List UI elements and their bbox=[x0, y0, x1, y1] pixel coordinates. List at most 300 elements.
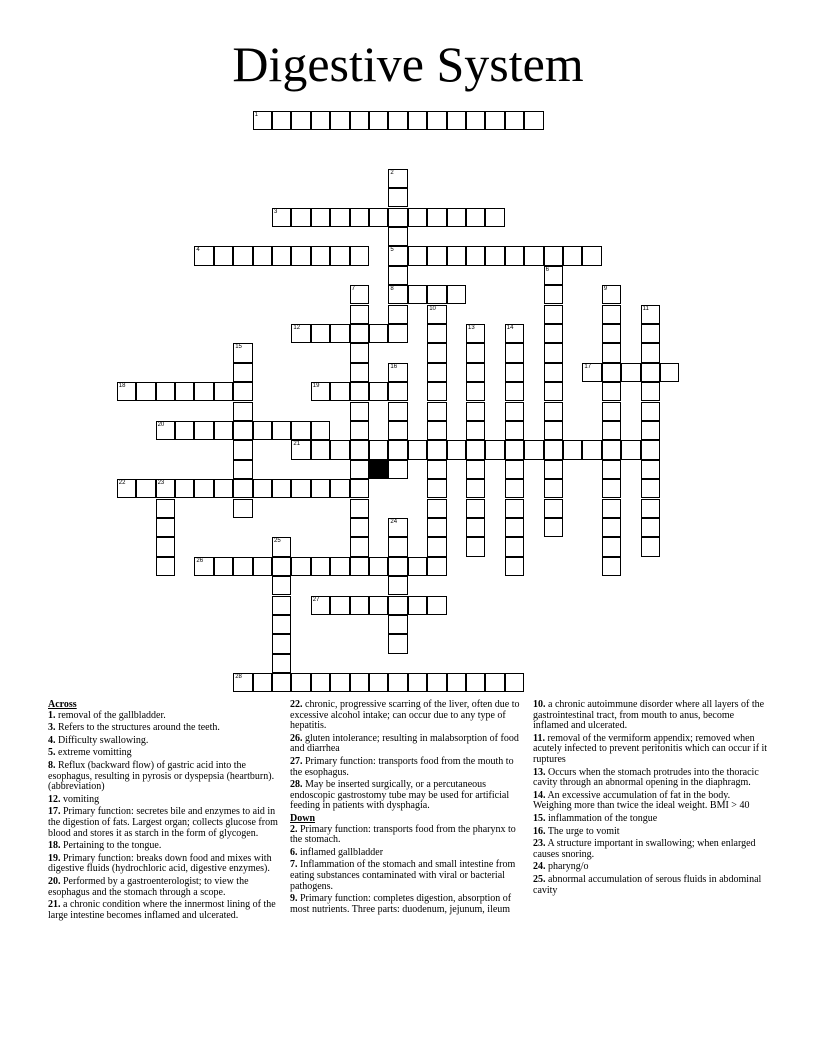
grid-cell[interactable] bbox=[427, 305, 446, 324]
grid-cell[interactable] bbox=[602, 363, 621, 382]
grid-cell[interactable] bbox=[350, 460, 369, 479]
black-square bbox=[369, 460, 388, 479]
clue-text: May be inserted surgically, or a percutaneous endoscopic gastrostomy tube may be used for artificial feeding in patients with dysphagia. bbox=[290, 779, 510, 812]
grid-cell[interactable] bbox=[602, 324, 621, 343]
grid-cell[interactable] bbox=[466, 208, 485, 227]
grid-cell[interactable] bbox=[253, 673, 272, 692]
grid-cell[interactable] bbox=[350, 537, 369, 556]
grid-cell[interactable] bbox=[641, 363, 660, 382]
grid-cell[interactable] bbox=[427, 285, 446, 304]
grid-cell[interactable] bbox=[291, 440, 310, 459]
grid-cell[interactable] bbox=[156, 479, 175, 498]
clue-text: Primary function: transports food from the mouth to the esophagus. bbox=[290, 755, 514, 778]
grid-cell[interactable] bbox=[602, 499, 621, 518]
grid-cell[interactable] bbox=[388, 246, 407, 265]
grid-cell[interactable] bbox=[272, 479, 291, 498]
grid-cell[interactable] bbox=[641, 402, 660, 421]
grid-cell[interactable] bbox=[369, 382, 388, 401]
grid-cell[interactable] bbox=[311, 208, 330, 227]
grid-cell[interactable] bbox=[291, 479, 310, 498]
grid-cell[interactable] bbox=[388, 557, 407, 576]
clue bbox=[48, 795, 280, 806]
grid-cell[interactable] bbox=[408, 673, 427, 692]
grid-cell[interactable] bbox=[272, 634, 291, 653]
grid-cell[interactable] bbox=[233, 557, 252, 576]
grid-cell[interactable] bbox=[388, 285, 407, 304]
clue-number: 8 bbox=[390, 286, 394, 293]
clue bbox=[290, 757, 524, 778]
grid-cell[interactable] bbox=[427, 537, 446, 556]
grid-cell[interactable] bbox=[330, 324, 349, 343]
grid-cell[interactable] bbox=[602, 440, 621, 459]
grid-cell[interactable] bbox=[602, 557, 621, 576]
grid-cell[interactable] bbox=[447, 208, 466, 227]
clue-number: 11. bbox=[533, 732, 545, 744]
grid-cell[interactable] bbox=[582, 363, 601, 382]
grid-cell[interactable] bbox=[388, 305, 407, 324]
grid-cell[interactable] bbox=[388, 402, 407, 421]
grid-cell[interactable] bbox=[466, 402, 485, 421]
grid-cell[interactable] bbox=[602, 518, 621, 537]
grid-cell[interactable] bbox=[544, 479, 563, 498]
grid-cell[interactable] bbox=[602, 382, 621, 401]
grid-cell[interactable] bbox=[194, 557, 213, 576]
grid-cell[interactable] bbox=[350, 440, 369, 459]
grid-cell[interactable] bbox=[544, 460, 563, 479]
grid-cell[interactable] bbox=[544, 440, 563, 459]
grid-cell[interactable] bbox=[505, 673, 524, 692]
clue-number: 28 bbox=[235, 674, 242, 681]
grid-cell[interactable] bbox=[330, 208, 349, 227]
grid-cell[interactable] bbox=[388, 208, 407, 227]
clue-number: 23 bbox=[157, 480, 165, 487]
grid-cell[interactable] bbox=[156, 557, 175, 576]
grid-cell[interactable] bbox=[272, 537, 291, 556]
grid-cell[interactable] bbox=[563, 440, 582, 459]
grid-cell[interactable] bbox=[505, 324, 524, 343]
grid-cell[interactable] bbox=[427, 518, 446, 537]
grid-cell[interactable] bbox=[427, 673, 446, 692]
grid-cell[interactable] bbox=[447, 673, 466, 692]
grid-cell[interactable] bbox=[350, 324, 369, 343]
grid-cell[interactable] bbox=[272, 557, 291, 576]
grid-cell[interactable] bbox=[350, 246, 369, 265]
grid-cell[interactable] bbox=[544, 324, 563, 343]
clue bbox=[533, 862, 769, 873]
clue-number: 2 bbox=[390, 169, 394, 176]
grid-cell[interactable] bbox=[369, 440, 388, 459]
grid-cell[interactable] bbox=[311, 673, 330, 692]
grid-cell[interactable] bbox=[505, 421, 524, 440]
grid-cell[interactable] bbox=[291, 673, 310, 692]
grid-cell[interactable] bbox=[641, 421, 660, 440]
grid-cell[interactable] bbox=[466, 518, 485, 537]
clue-text: a chronic condition where the innermost lining of the large intestine becomes inflamed and ulcerated. bbox=[48, 899, 276, 921]
grid-cell[interactable] bbox=[350, 305, 369, 324]
grid-cell[interactable] bbox=[427, 557, 446, 576]
grid-cell[interactable] bbox=[544, 246, 563, 265]
grid-cell[interactable] bbox=[233, 363, 252, 382]
grid-cell[interactable] bbox=[641, 518, 660, 537]
grid-cell[interactable] bbox=[311, 111, 330, 130]
grid-cell[interactable] bbox=[505, 111, 524, 130]
grid-cell[interactable] bbox=[505, 402, 524, 421]
grid-cell[interactable] bbox=[291, 208, 310, 227]
grid-cell[interactable] bbox=[602, 421, 621, 440]
grid-cell[interactable] bbox=[427, 499, 446, 518]
grid-cell[interactable] bbox=[408, 440, 427, 459]
grid-cell[interactable] bbox=[544, 518, 563, 537]
grid-cell[interactable] bbox=[272, 111, 291, 130]
grid-cell[interactable] bbox=[447, 246, 466, 265]
grid-cell[interactable] bbox=[156, 518, 175, 537]
grid-cell[interactable] bbox=[350, 673, 369, 692]
grid-cell[interactable] bbox=[214, 382, 233, 401]
grid-cell[interactable] bbox=[194, 246, 213, 265]
grid-cell[interactable] bbox=[311, 382, 330, 401]
clue-number: 14 bbox=[506, 324, 514, 331]
grid-cell[interactable] bbox=[233, 246, 252, 265]
grid-cell[interactable] bbox=[505, 537, 524, 556]
grid-cell[interactable] bbox=[388, 537, 407, 556]
grid-cell[interactable] bbox=[350, 343, 369, 362]
grid-cell[interactable] bbox=[466, 111, 485, 130]
grid-cell[interactable] bbox=[272, 246, 291, 265]
grid-cell[interactable] bbox=[388, 363, 407, 382]
grid-cell[interactable] bbox=[427, 402, 446, 421]
grid-cell[interactable] bbox=[466, 499, 485, 518]
grid-cell[interactable] bbox=[253, 479, 272, 498]
grid-cell[interactable] bbox=[427, 111, 446, 130]
grid-cell[interactable] bbox=[253, 111, 272, 130]
grid-cell[interactable] bbox=[388, 634, 407, 653]
grid-cell[interactable] bbox=[388, 188, 407, 207]
grid-cell[interactable] bbox=[350, 285, 369, 304]
grid-cell[interactable] bbox=[544, 421, 563, 440]
grid-cell[interactable] bbox=[117, 479, 136, 498]
clue bbox=[290, 825, 524, 846]
grid-cell[interactable] bbox=[311, 324, 330, 343]
clue-number: 9 bbox=[603, 286, 608, 293]
grid-cell[interactable] bbox=[388, 111, 407, 130]
grid-cell[interactable] bbox=[466, 363, 485, 382]
clue-number: 25 bbox=[274, 538, 281, 545]
grid-cell[interactable] bbox=[641, 382, 660, 401]
grid-cell[interactable] bbox=[524, 246, 543, 265]
grid-cell[interactable] bbox=[350, 208, 369, 227]
grid-cell[interactable] bbox=[427, 479, 446, 498]
clue-number: 26 bbox=[196, 557, 204, 564]
grid-cell[interactable] bbox=[233, 499, 252, 518]
grid-cell[interactable] bbox=[505, 460, 524, 479]
grid-cell[interactable] bbox=[214, 246, 233, 265]
grid-cell[interactable] bbox=[291, 421, 310, 440]
grid-cell[interactable] bbox=[175, 421, 194, 440]
clue bbox=[48, 900, 280, 921]
grid-cell[interactable] bbox=[388, 440, 407, 459]
grid-cell[interactable] bbox=[350, 499, 369, 518]
grid-cell[interactable] bbox=[427, 460, 446, 479]
grid-cell[interactable] bbox=[330, 246, 349, 265]
grid-cell[interactable] bbox=[544, 305, 563, 324]
grid-cell[interactable] bbox=[233, 479, 252, 498]
grid-cell[interactable] bbox=[427, 596, 446, 615]
clue-text: extreme vomitting bbox=[55, 747, 132, 759]
grid-cell[interactable] bbox=[641, 305, 660, 324]
grid-cell[interactable] bbox=[641, 479, 660, 498]
clue-text: Primary function: secretes bile and enzymes to aid in the digestion of fats. Largest organ; collects glucose from blood and stores it as starch in the form of glycogen. bbox=[48, 806, 278, 839]
grid-cell[interactable] bbox=[388, 576, 407, 595]
grid-cell[interactable] bbox=[544, 363, 563, 382]
grid-cell[interactable] bbox=[388, 615, 407, 634]
grid-cell[interactable] bbox=[427, 246, 446, 265]
grid-cell[interactable] bbox=[291, 111, 310, 130]
grid-cell[interactable] bbox=[466, 421, 485, 440]
grid-cell[interactable] bbox=[641, 343, 660, 362]
grid-cell[interactable] bbox=[621, 363, 640, 382]
grid-cell[interactable] bbox=[272, 596, 291, 615]
grid-cell[interactable] bbox=[485, 246, 504, 265]
clue-text: vomiting bbox=[60, 793, 100, 805]
grid-cell[interactable] bbox=[466, 440, 485, 459]
clue bbox=[48, 854, 280, 875]
grid-cell[interactable] bbox=[505, 382, 524, 401]
grid-cell[interactable] bbox=[369, 596, 388, 615]
grid-cell[interactable] bbox=[524, 111, 543, 130]
grid-cell[interactable] bbox=[505, 440, 524, 459]
grid-cell[interactable] bbox=[272, 208, 291, 227]
grid-cell[interactable] bbox=[156, 537, 175, 556]
grid-cell[interactable] bbox=[466, 460, 485, 479]
grid-cell[interactable] bbox=[350, 557, 369, 576]
grid-cell[interactable] bbox=[544, 343, 563, 362]
clue-number: 11 bbox=[642, 305, 649, 312]
grid-cell[interactable] bbox=[485, 673, 504, 692]
grid-cell[interactable] bbox=[194, 479, 213, 498]
grid-cell[interactable] bbox=[388, 673, 407, 692]
grid-cell[interactable] bbox=[311, 557, 330, 576]
grid-cell[interactable] bbox=[582, 246, 601, 265]
grid-cell[interactable] bbox=[505, 557, 524, 576]
grid-cell[interactable] bbox=[330, 673, 349, 692]
grid-cell[interactable] bbox=[311, 596, 330, 615]
grid-cell[interactable] bbox=[272, 673, 291, 692]
grid-cell[interactable] bbox=[136, 479, 155, 498]
grid-cell[interactable] bbox=[175, 479, 194, 498]
grid-cell[interactable] bbox=[447, 111, 466, 130]
grid-cell[interactable] bbox=[563, 246, 582, 265]
grid-cell[interactable] bbox=[466, 324, 485, 343]
grid-cell[interactable] bbox=[330, 111, 349, 130]
grid-cell[interactable] bbox=[466, 537, 485, 556]
grid-cell[interactable] bbox=[388, 169, 407, 188]
grid-cell[interactable] bbox=[602, 479, 621, 498]
grid-cell[interactable] bbox=[330, 440, 349, 459]
clue bbox=[290, 734, 524, 755]
clue-number: 7 bbox=[351, 286, 355, 293]
grid-cell[interactable] bbox=[311, 246, 330, 265]
clue bbox=[290, 860, 524, 892]
grid-cell[interactable] bbox=[136, 382, 155, 401]
grid-cell[interactable] bbox=[253, 557, 272, 576]
grid-cell[interactable] bbox=[505, 479, 524, 498]
grid-cell[interactable] bbox=[388, 266, 407, 285]
grid-cell[interactable] bbox=[485, 440, 504, 459]
clue-number: 21. bbox=[48, 899, 61, 911]
grid-cell[interactable] bbox=[214, 421, 233, 440]
grid-cell[interactable] bbox=[330, 382, 349, 401]
grid-cell[interactable] bbox=[466, 479, 485, 498]
grid-cell[interactable] bbox=[350, 363, 369, 382]
grid-cell[interactable] bbox=[233, 402, 252, 421]
grid-cell[interactable] bbox=[350, 596, 369, 615]
grid-cell[interactable] bbox=[466, 673, 485, 692]
grid-cell[interactable] bbox=[117, 382, 136, 401]
grid-cell[interactable] bbox=[214, 557, 233, 576]
grid-cell[interactable] bbox=[388, 518, 407, 537]
grid-cell[interactable] bbox=[505, 363, 524, 382]
grid-cell[interactable] bbox=[505, 343, 524, 362]
grid-cell[interactable] bbox=[233, 440, 252, 459]
grid-cell[interactable] bbox=[466, 382, 485, 401]
grid-cell[interactable] bbox=[272, 615, 291, 634]
grid-cell[interactable] bbox=[427, 324, 446, 343]
grid-cell[interactable] bbox=[641, 440, 660, 459]
grid-cell[interactable] bbox=[175, 382, 194, 401]
grid-cell[interactable] bbox=[311, 479, 330, 498]
clue-number: 6 bbox=[545, 266, 549, 273]
grid-cell[interactable] bbox=[447, 285, 466, 304]
grid-cell[interactable] bbox=[621, 440, 640, 459]
grid-cell[interactable] bbox=[233, 460, 252, 479]
clue bbox=[290, 894, 524, 915]
grid-cell[interactable] bbox=[291, 557, 310, 576]
grid-cell[interactable] bbox=[350, 111, 369, 130]
grid-cell[interactable] bbox=[544, 499, 563, 518]
grid-cell[interactable] bbox=[388, 324, 407, 343]
grid-cell[interactable] bbox=[602, 285, 621, 304]
grid-cell[interactable] bbox=[524, 440, 543, 459]
grid-cell[interactable] bbox=[369, 557, 388, 576]
clue-text: Reflux (backward flow) of gastric acid into the esophagus, resulting in pyrosis or dyspepsia (heartburn). (abbreviation) bbox=[48, 759, 275, 793]
grid-cell[interactable] bbox=[641, 460, 660, 479]
grid-cell[interactable] bbox=[194, 382, 213, 401]
grid-cell[interactable] bbox=[408, 246, 427, 265]
clue-number: 17. bbox=[48, 806, 61, 818]
grid-cell[interactable] bbox=[408, 111, 427, 130]
grid-cell[interactable] bbox=[544, 402, 563, 421]
grid-cell[interactable] bbox=[350, 518, 369, 537]
grid-cell[interactable] bbox=[350, 421, 369, 440]
grid-cell[interactable] bbox=[233, 382, 252, 401]
grid-cell[interactable] bbox=[544, 285, 563, 304]
grid-cell[interactable] bbox=[427, 363, 446, 382]
grid-cell[interactable] bbox=[408, 557, 427, 576]
grid-cell[interactable] bbox=[485, 208, 504, 227]
grid-cell[interactable] bbox=[350, 402, 369, 421]
grid-cell[interactable] bbox=[350, 382, 369, 401]
grid-cell[interactable] bbox=[408, 208, 427, 227]
grid-cell[interactable] bbox=[311, 421, 330, 440]
grid-cell[interactable] bbox=[602, 305, 621, 324]
grid-cell[interactable] bbox=[505, 499, 524, 518]
grid-cell[interactable] bbox=[602, 402, 621, 421]
grid-cell[interactable] bbox=[388, 382, 407, 401]
grid-cell[interactable] bbox=[427, 208, 446, 227]
grid-cell[interactable] bbox=[369, 324, 388, 343]
grid-cell[interactable] bbox=[602, 460, 621, 479]
grid-cell[interactable] bbox=[233, 343, 252, 362]
grid-cell[interactable] bbox=[641, 537, 660, 556]
grid-cell[interactable] bbox=[156, 499, 175, 518]
grid-cell[interactable] bbox=[233, 421, 252, 440]
grid-cell[interactable] bbox=[350, 479, 369, 498]
grid-cell[interactable] bbox=[427, 440, 446, 459]
grid-cell[interactable] bbox=[427, 343, 446, 362]
grid-cell[interactable] bbox=[408, 285, 427, 304]
grid-cell[interactable] bbox=[369, 208, 388, 227]
grid-cell[interactable] bbox=[582, 440, 601, 459]
grid-cell[interactable] bbox=[485, 111, 504, 130]
grid-cell[interactable] bbox=[408, 596, 427, 615]
clue-text: pharyng/o bbox=[545, 861, 589, 873]
clue-text: Occurs when the stomach protrudes into the thoracic cavity through an abnormal opening in the diaphragm. bbox=[533, 766, 759, 789]
clue bbox=[533, 839, 769, 860]
grid-cell[interactable] bbox=[233, 673, 252, 692]
grid-cell[interactable] bbox=[427, 382, 446, 401]
grid-cell[interactable] bbox=[194, 421, 213, 440]
grid-cell[interactable] bbox=[272, 576, 291, 595]
clue-text: Primary function: completes digestion, absorption of most nutrients. Three parts: duodenum, jejunum, ileum bbox=[290, 893, 512, 915]
grid-cell[interactable] bbox=[388, 596, 407, 615]
grid-cell[interactable] bbox=[272, 421, 291, 440]
grid-cell[interactable] bbox=[427, 421, 446, 440]
grid-cell[interactable] bbox=[330, 479, 349, 498]
grid-cell[interactable] bbox=[544, 382, 563, 401]
grid-cell[interactable] bbox=[291, 324, 310, 343]
grid-cell[interactable] bbox=[156, 421, 175, 440]
grid-cell[interactable] bbox=[272, 654, 291, 673]
grid-cell[interactable] bbox=[388, 227, 407, 246]
grid-cell[interactable] bbox=[505, 518, 524, 537]
grid-cell[interactable] bbox=[602, 537, 621, 556]
grid-cell[interactable] bbox=[253, 246, 272, 265]
grid-cell[interactable] bbox=[156, 382, 175, 401]
grid-cell[interactable] bbox=[602, 343, 621, 362]
grid-cell[interactable] bbox=[291, 246, 310, 265]
grid-cell[interactable] bbox=[660, 363, 679, 382]
grid-cell[interactable] bbox=[388, 421, 407, 440]
grid-cell[interactable] bbox=[466, 246, 485, 265]
grid-cell[interactable] bbox=[253, 421, 272, 440]
grid-cell[interactable] bbox=[330, 596, 349, 615]
grid-cell[interactable] bbox=[544, 266, 563, 285]
grid-cell[interactable] bbox=[641, 324, 660, 343]
grid-cell[interactable] bbox=[369, 111, 388, 130]
grid-cell[interactable] bbox=[466, 343, 485, 362]
grid-cell[interactable] bbox=[641, 499, 660, 518]
grid-cell[interactable] bbox=[330, 557, 349, 576]
grid-cell[interactable] bbox=[447, 440, 466, 459]
grid-cell[interactable] bbox=[369, 673, 388, 692]
clue-number: 23. bbox=[533, 838, 546, 850]
grid-cell[interactable] bbox=[388, 460, 407, 479]
clue bbox=[533, 814, 769, 825]
grid-cell[interactable] bbox=[311, 440, 330, 459]
grid-cell[interactable] bbox=[214, 479, 233, 498]
grid-cell[interactable] bbox=[505, 246, 524, 265]
across-header: Across bbox=[48, 699, 77, 710]
